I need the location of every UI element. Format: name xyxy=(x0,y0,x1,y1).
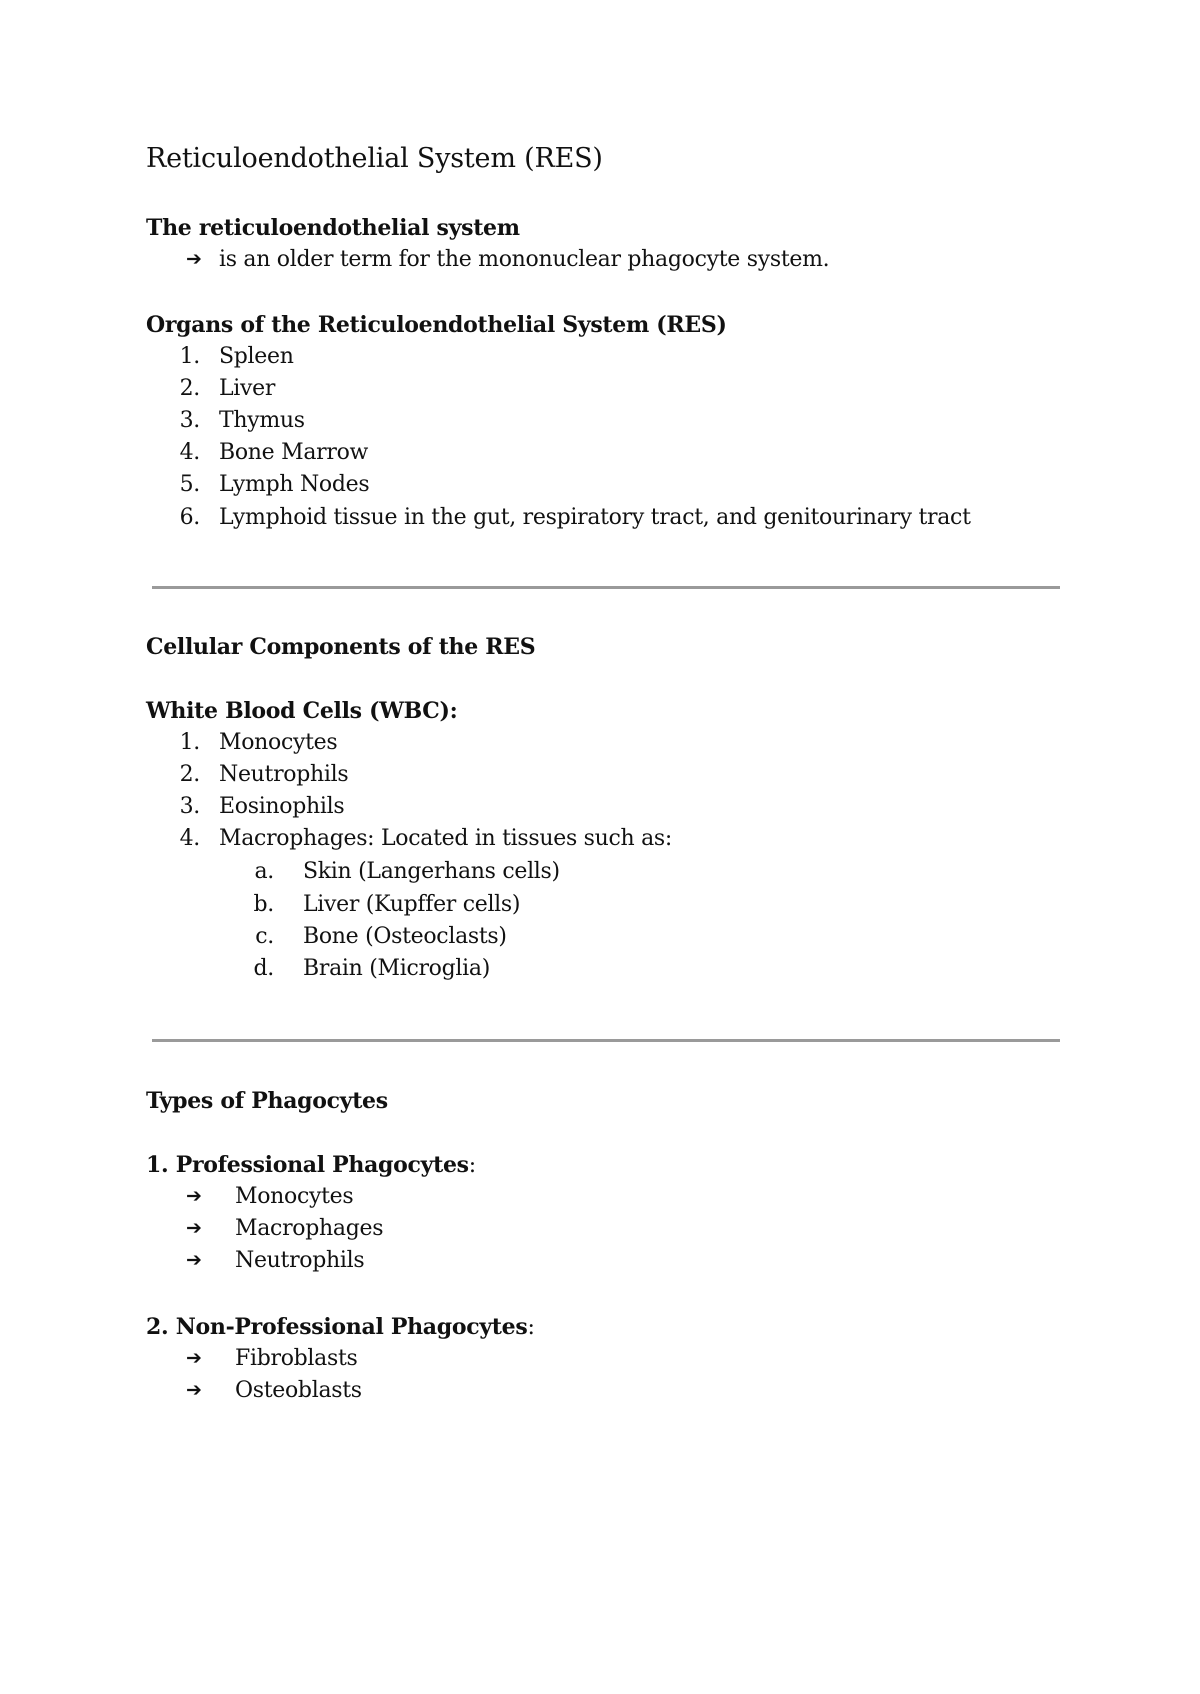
list-number: 3. xyxy=(179,408,200,433)
list-number: 2. xyxy=(179,762,200,787)
list-text: Macrophages: Located in tissues such as: xyxy=(219,826,673,851)
list-number: 4. xyxy=(179,826,200,851)
list-text: Neutrophils xyxy=(235,1248,365,1273)
list-text: Monocytes xyxy=(219,730,338,755)
list-text: Macrophages xyxy=(235,1216,384,1241)
arrow-bullet-icon: ➔ xyxy=(186,1217,202,1239)
list-text: Skin (Langerhans cells) xyxy=(303,859,560,884)
professional-heading xyxy=(146,1152,476,1178)
list-number: 6. xyxy=(179,505,200,530)
list-number: 5. xyxy=(179,472,200,497)
non-professional-heading-suffix: : xyxy=(527,1315,535,1340)
list-text: Eosinophils xyxy=(219,794,345,819)
arrow-bullet-icon: ➔ xyxy=(186,248,202,270)
list-letter: c. xyxy=(255,924,274,949)
arrow-bullet-icon: ➔ xyxy=(186,1347,202,1369)
horizontal-divider xyxy=(152,586,1060,589)
list-text: Bone Marrow xyxy=(219,440,369,465)
list-text: Monocytes xyxy=(235,1184,354,1209)
list-number: 3. xyxy=(179,794,200,819)
list-number: 1. xyxy=(179,730,200,755)
intro-heading: The reticuloendothelial system xyxy=(146,215,520,241)
non-professional-heading xyxy=(146,1314,535,1340)
horizontal-divider xyxy=(152,1039,1060,1042)
list-text: Liver xyxy=(219,376,276,401)
list-number: 2. xyxy=(179,376,200,401)
list-letter: b. xyxy=(253,892,274,917)
list-text: Brain (Microglia) xyxy=(303,956,490,981)
list-text: Neutrophils xyxy=(219,762,349,787)
list-text: Liver (Kupffer cells) xyxy=(303,892,521,917)
non-professional-heading-label: 2. Non-Professional Phagocytes xyxy=(146,1314,528,1340)
list-letter: a. xyxy=(254,859,274,884)
phagocytes-heading: Types of Phagocytes xyxy=(146,1088,388,1114)
cellular-heading: Cellular Components of the RES xyxy=(146,634,536,660)
arrow-bullet-icon: ➔ xyxy=(186,1185,202,1207)
list-text: Lymph Nodes xyxy=(219,472,370,497)
list-text: Osteoblasts xyxy=(235,1378,362,1403)
document-title: Reticuloendothelial System (RES) xyxy=(146,143,603,174)
list-text: Bone (Osteoclasts) xyxy=(303,924,507,949)
list-text: Fibroblasts xyxy=(235,1346,358,1371)
list-number: 4. xyxy=(179,440,200,465)
arrow-bullet-icon: ➔ xyxy=(186,1249,202,1271)
list-text: Spleen xyxy=(219,344,294,369)
professional-heading-suffix: : xyxy=(468,1153,476,1178)
list-number: 1. xyxy=(179,344,200,369)
wbc-heading: White Blood Cells (WBC): xyxy=(146,698,458,724)
intro-bullet-text: is an older term for the mononuclear phagocyte system. xyxy=(219,247,830,272)
organs-heading: Organs of the Reticuloendothelial System (RES) xyxy=(146,312,727,338)
arrow-bullet-icon: ➔ xyxy=(186,1379,202,1401)
list-letter: d. xyxy=(253,956,274,981)
list-text: Thymus xyxy=(219,408,305,433)
professional-heading-label: 1. Professional Phagocytes xyxy=(146,1152,469,1178)
list-text: Lymphoid tissue in the gut, respiratory tract, and genitourinary tract xyxy=(219,505,971,530)
